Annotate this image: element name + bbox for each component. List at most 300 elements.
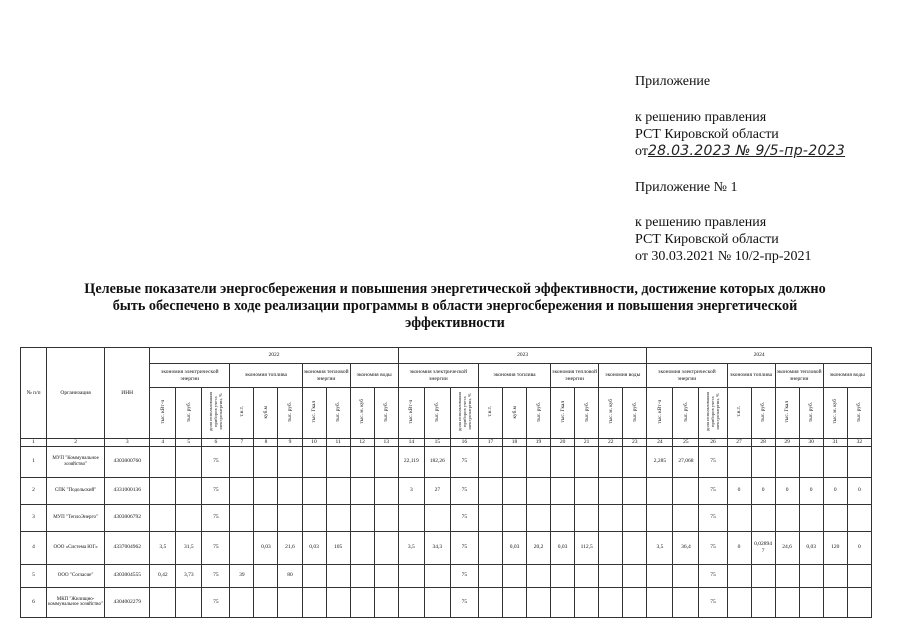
column-number: 27: [727, 439, 751, 447]
value-cell: [575, 504, 599, 531]
value-cell: 0,03: [254, 531, 278, 564]
value-cell: [302, 587, 326, 617]
value-cell: 75: [699, 477, 727, 504]
unit-label: тыс. руб.: [286, 401, 293, 422]
value-cell: [254, 587, 278, 617]
group-water-2023: экономия воды: [599, 364, 647, 388]
value-cell: 24,6: [775, 531, 799, 564]
group-fuel-2023: экономия топлива: [478, 364, 550, 388]
unit-header-col-22: [599, 388, 623, 439]
unit-label: тыс. Гкал: [784, 401, 791, 423]
value-cell: [302, 446, 326, 477]
value-cell: 3,5: [150, 531, 176, 564]
value-cell: [150, 446, 176, 477]
value-cell: [823, 564, 847, 587]
value-cell: 0,03: [799, 531, 823, 564]
value-cell: [176, 504, 202, 531]
inn-cell: 4331000136: [105, 477, 150, 504]
unit-header-col-7: [230, 388, 254, 439]
appendix-1-label: Приложение № 1: [635, 180, 738, 195]
group-fuel-2022: экономия топлива: [230, 364, 302, 388]
decision-date-line: [635, 143, 845, 160]
value-cell: [478, 531, 502, 564]
value-cell: 36,4: [673, 531, 699, 564]
value-cell: 75: [450, 587, 478, 617]
column-number: 31: [823, 439, 847, 447]
column-number: 7: [230, 439, 254, 447]
row-number: 6: [21, 587, 47, 617]
value-cell: [599, 587, 623, 617]
header-num: № п/п: [21, 348, 47, 439]
column-number: 19: [527, 439, 551, 447]
unit-label: тыс. руб.: [682, 401, 689, 422]
organization-name: СПК "Подольский": [47, 477, 105, 504]
unit-header-col-13: [374, 388, 398, 439]
column-number: 13: [374, 439, 398, 447]
value-cell: 105: [326, 531, 350, 564]
unit-label: тыс. руб.: [383, 401, 390, 422]
column-number: 28: [751, 439, 775, 447]
value-cell: 3: [398, 477, 424, 504]
value-cell: 75: [450, 564, 478, 587]
organization-name: ООО «Система ЮГ»: [47, 531, 105, 564]
value-cell: [230, 587, 254, 617]
value-cell: [751, 446, 775, 477]
table-row: [21, 587, 872, 617]
value-cell: [398, 587, 424, 617]
value-cell: 80: [278, 564, 302, 587]
group-fuel-2024: экономия топлива: [727, 364, 775, 388]
unit-label: тыс. руб.: [856, 401, 863, 422]
value-cell: 3,5: [398, 531, 424, 564]
value-cell: [575, 564, 599, 587]
value-cell: [478, 564, 502, 587]
value-cell: 75: [699, 504, 727, 531]
value-cell: [775, 504, 799, 531]
column-number: 14: [398, 439, 424, 447]
column-number: 10: [302, 439, 326, 447]
value-cell: 0: [775, 477, 799, 504]
unit-label: тыс. руб.: [535, 401, 542, 422]
value-cell: [424, 504, 450, 531]
value-cell: [599, 564, 623, 587]
column-number: 4: [150, 439, 176, 447]
value-cell: 39: [230, 564, 254, 587]
value-cell: [502, 564, 526, 587]
value-cell: 0: [727, 477, 751, 504]
value-cell: [424, 587, 450, 617]
value-cell: [847, 504, 871, 531]
group-heat-2022: экономия тепловой энергии: [302, 364, 350, 388]
value-cell: [551, 504, 575, 531]
value-cell: 112,5: [575, 531, 599, 564]
unit-header-col-20: [551, 388, 575, 439]
value-cell: [551, 446, 575, 477]
column-number: 3: [105, 439, 150, 447]
value-cell: [424, 564, 450, 587]
year-2022: 2022: [150, 348, 399, 364]
unit-header-col-8: [254, 388, 278, 439]
column-number: 24: [647, 439, 673, 447]
value-cell: [326, 564, 350, 587]
value-cell: [278, 477, 302, 504]
value-cell: [278, 446, 302, 477]
unit-header-col-25: [673, 388, 699, 439]
value-cell: 3,5: [647, 531, 673, 564]
value-cell: [727, 504, 751, 531]
value-cell: [398, 564, 424, 587]
value-cell: [623, 564, 647, 587]
value-cell: [647, 587, 673, 617]
unit-label: тыс. кВт·ч: [408, 399, 415, 424]
value-cell: [150, 504, 176, 531]
value-cell: [527, 504, 551, 531]
decision-line: к решению правления: [635, 110, 767, 125]
value-cell: [176, 587, 202, 617]
value-cell: 0,42: [150, 564, 176, 587]
value-cell: [775, 587, 799, 617]
value-cell: 0: [847, 531, 871, 564]
value-cell: [673, 477, 699, 504]
value-cell: 0: [751, 477, 775, 504]
column-number: 9: [278, 439, 302, 447]
column-number: 21: [575, 439, 599, 447]
value-cell: [527, 446, 551, 477]
unit-label: т.н.т.: [238, 406, 245, 418]
value-cell: [823, 446, 847, 477]
organization-name: ООО "Согласие": [47, 564, 105, 587]
table-row: [21, 504, 872, 531]
value-cell: [176, 477, 202, 504]
value-cell: [527, 477, 551, 504]
value-cell: [326, 504, 350, 531]
value-cell: [254, 477, 278, 504]
value-cell: [623, 531, 647, 564]
value-cell: [502, 504, 526, 531]
value-cell: [623, 477, 647, 504]
unit-label: тыс. м. куб: [832, 399, 839, 425]
unit-label: куб.м: [262, 405, 269, 418]
value-cell: [727, 446, 751, 477]
column-number: 32: [847, 439, 871, 447]
value-cell: [374, 564, 398, 587]
unit-label: тыс. руб.: [760, 401, 767, 422]
value-cell: [623, 446, 647, 477]
value-cell: [326, 477, 350, 504]
value-cell: [673, 564, 699, 587]
value-cell: [599, 477, 623, 504]
value-cell: [623, 504, 647, 531]
date-prefix: от: [635, 144, 648, 159]
column-number: 18: [502, 439, 526, 447]
value-cell: 75: [450, 531, 478, 564]
column-number: 16: [450, 439, 478, 447]
value-cell: [727, 564, 751, 587]
value-cell: [230, 446, 254, 477]
value-cell: 75: [450, 504, 478, 531]
value-cell: 21,6: [278, 531, 302, 564]
value-cell: [599, 531, 623, 564]
value-cell: 2,285: [647, 446, 673, 477]
value-cell: [551, 564, 575, 587]
value-cell: 22,119: [398, 446, 424, 477]
value-cell: [254, 504, 278, 531]
value-cell: [599, 446, 623, 477]
header-org: Организация: [47, 348, 105, 439]
value-cell: [302, 504, 326, 531]
group-el-2022: экономия электрической энергии: [150, 364, 230, 388]
column-number: 6: [202, 439, 230, 447]
unit-header-col-26: [699, 388, 727, 439]
value-cell: 182,26: [424, 446, 450, 477]
value-cell: 75: [699, 587, 727, 617]
column-number: 25: [673, 439, 699, 447]
value-cell: [350, 564, 374, 587]
value-cell: 3,73: [176, 564, 202, 587]
value-cell: [799, 564, 823, 587]
unit-header-col-32: [847, 388, 871, 439]
inn-cell: 4304002279: [105, 587, 150, 617]
unit-header-col-29: [775, 388, 799, 439]
value-cell: [150, 587, 176, 617]
value-cell: [374, 504, 398, 531]
table-row: [21, 477, 872, 504]
inn-cell: 4337004962: [105, 531, 150, 564]
value-cell: [527, 564, 551, 587]
unit-header-col-9: [278, 388, 302, 439]
table-row: [21, 446, 872, 477]
unit-header-col-27: [727, 388, 751, 439]
table-row: [21, 531, 872, 564]
unit-label: тыс. руб.: [335, 401, 342, 422]
value-cell: [478, 446, 502, 477]
inn-cell: 4303000760: [105, 446, 150, 477]
group-el-2024: экономия электрической энергии: [647, 364, 727, 388]
unit-label: т.н.т.: [487, 406, 494, 418]
value-cell: [847, 564, 871, 587]
unit-label: т.н.т.: [736, 406, 743, 418]
value-cell: [478, 504, 502, 531]
value-cell: [374, 446, 398, 477]
value-cell: [230, 531, 254, 564]
value-cell: 75: [699, 531, 727, 564]
inn-cell: 4303006792: [105, 504, 150, 531]
value-cell: [374, 477, 398, 504]
unit-label: доля использования приборов учета электроэнергии, %: [705, 392, 721, 432]
title-line-2: быть обеспечено в ходе реализации программы в области энергосбережения и повышения энергетической: [112, 298, 798, 314]
value-cell: [326, 446, 350, 477]
unit-label: тыс. кВт·ч: [656, 399, 663, 424]
column-number: 15: [424, 439, 450, 447]
unit-label: тыс. Гкал: [311, 401, 318, 423]
value-cell: [551, 587, 575, 617]
unit-header-col-14: [398, 388, 424, 439]
value-cell: [751, 504, 775, 531]
value-cell: [502, 446, 526, 477]
value-cell: [254, 446, 278, 477]
value-cell: [823, 587, 847, 617]
value-cell: 120: [823, 531, 847, 564]
group-water-2024: экономия воды: [823, 364, 871, 388]
value-cell: [302, 477, 326, 504]
value-cell: [623, 587, 647, 617]
unit-label: тыс. руб.: [434, 401, 441, 422]
value-cell: 0: [799, 477, 823, 504]
row-number: 4: [21, 531, 47, 564]
unit-header-col-18: [502, 388, 526, 439]
value-cell: [527, 587, 551, 617]
value-cell: [176, 446, 202, 477]
column-number: 22: [599, 439, 623, 447]
value-cell: [254, 564, 278, 587]
value-cell: [398, 504, 424, 531]
value-cell: 0: [847, 477, 871, 504]
group-water-2022: экономия воды: [350, 364, 398, 388]
organization-name: МУП "Коммунальное хозяйство": [47, 446, 105, 477]
value-cell: [230, 477, 254, 504]
value-cell: [847, 446, 871, 477]
unit-header-col-28: [751, 388, 775, 439]
unit-header-col-21: [575, 388, 599, 439]
unit-header-col-6: [202, 388, 230, 439]
column-number: 23: [623, 439, 647, 447]
column-number: 12: [350, 439, 374, 447]
row-number: 3: [21, 504, 47, 531]
value-cell: [673, 504, 699, 531]
value-cell: [647, 564, 673, 587]
unit-header-col-15: [424, 388, 450, 439]
value-cell: [478, 477, 502, 504]
value-cell: 75: [202, 504, 230, 531]
value-cell: [799, 446, 823, 477]
column-number: 26: [699, 439, 727, 447]
unit-label: тыс. руб.: [185, 401, 192, 422]
appendix-label: Приложение: [635, 74, 711, 89]
unit-label: тыс. руб.: [631, 401, 638, 422]
value-cell: [350, 587, 374, 617]
value-cell: [502, 587, 526, 617]
unit-header-col-23: [623, 388, 647, 439]
value-cell: 75: [202, 564, 230, 587]
unit-label: куб.м: [511, 405, 518, 418]
inn-cell: 4303004555: [105, 564, 150, 587]
column-number: 20: [551, 439, 575, 447]
unit-header-col-11: [326, 388, 350, 439]
column-number: 11: [326, 439, 350, 447]
value-cell: [478, 587, 502, 617]
value-cell: [599, 504, 623, 531]
value-cell: [751, 564, 775, 587]
unit-header-col-10: [302, 388, 326, 439]
value-cell: [647, 477, 673, 504]
value-cell: 75: [202, 477, 230, 504]
column-number: 1: [21, 439, 47, 447]
value-cell: [575, 587, 599, 617]
title-line-3: эффективности: [405, 315, 505, 331]
group-el-2023: экономия электрической энергии: [398, 364, 478, 388]
document-title: [40, 281, 870, 332]
value-cell: [374, 531, 398, 564]
unit-header-col-17: [478, 388, 502, 439]
group-heat-2024: экономия тепловой энергии: [775, 364, 823, 388]
header-inn: ИНН: [105, 348, 150, 439]
unit-label: тыс. руб.: [808, 401, 815, 422]
value-cell: 0,02894 7: [751, 531, 775, 564]
value-cell: [751, 587, 775, 617]
value-cell: 27: [424, 477, 450, 504]
value-cell: [350, 504, 374, 531]
value-cell: [350, 531, 374, 564]
value-cell: [575, 446, 599, 477]
value-cell: 75: [202, 531, 230, 564]
row-number: 5: [21, 564, 47, 587]
title-line-1: Целевые показатели энергосбережения и повышения энергетической эффективности, достижение которых должно: [84, 281, 826, 297]
value-cell: [374, 587, 398, 617]
value-cell: 0,03: [502, 531, 526, 564]
handwritten-date-number: 28.03.2023 № 9/5-пр-2023: [647, 143, 846, 159]
value-cell: [823, 504, 847, 531]
value-cell: [575, 477, 599, 504]
value-cell: 0,03: [551, 531, 575, 564]
unit-header-col-24: [647, 388, 673, 439]
value-cell: 75: [450, 446, 478, 477]
value-cell: [799, 587, 823, 617]
column-number: 17: [478, 439, 502, 447]
value-cell: 75: [450, 477, 478, 504]
value-cell: [302, 564, 326, 587]
value-cell: [150, 477, 176, 504]
unit-header-col-12: [350, 388, 374, 439]
column-number: 5: [176, 439, 202, 447]
value-cell: [775, 564, 799, 587]
value-cell: [326, 587, 350, 617]
value-cell: 27,068: [673, 446, 699, 477]
unit-label: тыс. кВт·ч: [159, 399, 166, 424]
unit-label: доля использования приборов учета электроэнергии, %: [208, 392, 224, 432]
value-cell: [847, 587, 871, 617]
value-cell: [775, 446, 799, 477]
value-cell: [230, 504, 254, 531]
unit-header-col-30: [799, 388, 823, 439]
authority-line: РСТ Кировской области: [635, 127, 779, 142]
value-cell: [673, 587, 699, 617]
value-cell: [727, 587, 751, 617]
unit-header-col-16: [450, 388, 478, 439]
value-cell: [350, 477, 374, 504]
year-2023: 2023: [398, 348, 647, 364]
unit-label: доля использования приборов учета электроэнергии, %: [456, 392, 472, 432]
targets-table: [20, 347, 872, 618]
unit-label: тыс. Гкал: [559, 401, 566, 423]
value-cell: 34,3: [424, 531, 450, 564]
row-number: 2: [21, 477, 47, 504]
group-heat-2023: экономия тепловой энергии: [551, 364, 599, 388]
original-decision-line: от 30.03.2021 № 10/2-пр-2021: [635, 249, 812, 264]
value-cell: [799, 504, 823, 531]
value-cell: 20,2: [527, 531, 551, 564]
unit-header-col-19: [527, 388, 551, 439]
table-row: [21, 564, 872, 587]
value-cell: [350, 446, 374, 477]
column-number: 29: [775, 439, 799, 447]
value-cell: 31,5: [176, 531, 202, 564]
value-cell: 75: [699, 564, 727, 587]
column-number: 2: [47, 439, 105, 447]
value-cell: [278, 504, 302, 531]
value-cell: 75: [699, 446, 727, 477]
unit-header-col-31: [823, 388, 847, 439]
unit-label: тыс. м. куб: [359, 399, 366, 425]
